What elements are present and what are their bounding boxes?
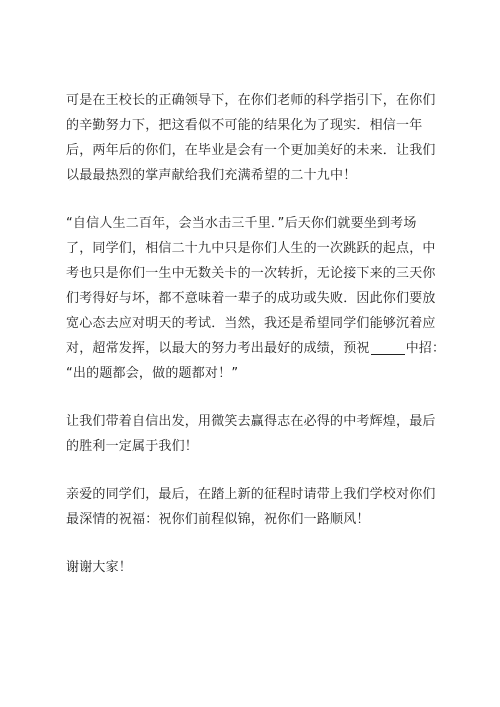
paragraph-2	[66, 211, 446, 386]
paragraph-gap	[66, 459, 446, 482]
text-line: 宽心态去应对明天的考试．当然，我还是希望同学们能够沉着应	[66, 316, 436, 331]
paragraph-4	[66, 482, 446, 532]
speech-body	[66, 88, 446, 580]
paragraph-gap	[66, 386, 446, 409]
paragraph-gap	[66, 188, 446, 211]
text-line-with-blank	[66, 336, 446, 361]
text-line: 了，同学们，相信二十九中只是你们人生的一次跳跃的起点，中	[66, 241, 436, 256]
text-line: 考也只是你们一生中无数关卡的一次转折，无论接下来的三天你	[66, 266, 436, 281]
text-line: “出的题都会，做的题都对！”	[66, 366, 239, 381]
paragraph-3	[66, 409, 446, 459]
text-line: 后，两年后的你们，在毕业是会有一个更加美好的未来．让我们	[66, 143, 436, 158]
text-line: “自信人生二百年，会当水击三千里．”后天你们就要坐到考场	[66, 216, 417, 231]
text-line: 们考得好与坏，都不意味着一辈子的成功或失败．因此你们要放	[66, 291, 436, 306]
paragraph-gap	[66, 532, 446, 555]
text-line: 可是在王校长的正确领导下，在你们老师的科学指引下，在你们	[66, 93, 436, 108]
line-tail-text: 中招：	[405, 341, 446, 356]
paragraph-5	[66, 555, 446, 580]
text-line: 让我们带着自信出发，用微笑去赢得志在必得的中考辉煌，最后	[66, 414, 436, 429]
text-line: 以最最热烈的掌声献给我们充满希望的二十九中！	[66, 168, 357, 183]
paragraph-1	[66, 88, 446, 188]
fill-in-blank	[371, 340, 405, 355]
text-line: 亲爱的同学们，最后，在踏上新的征程时请带上我们学校对你们	[66, 487, 436, 502]
line-text: 对，超常发挥，以最大的努力考出最好的成绩，预祝	[66, 341, 370, 356]
text-line: 的辛勤努力下，把这看似不可能的结果化为了现实．相信一年	[66, 118, 423, 133]
text-line: 谢谢大家！	[66, 560, 133, 575]
text-line: 最深情的祝福：祝你们前程似锦，祝你们一路顺风！	[66, 512, 370, 527]
text-line: 的胜利一定属于我们！	[66, 439, 199, 454]
